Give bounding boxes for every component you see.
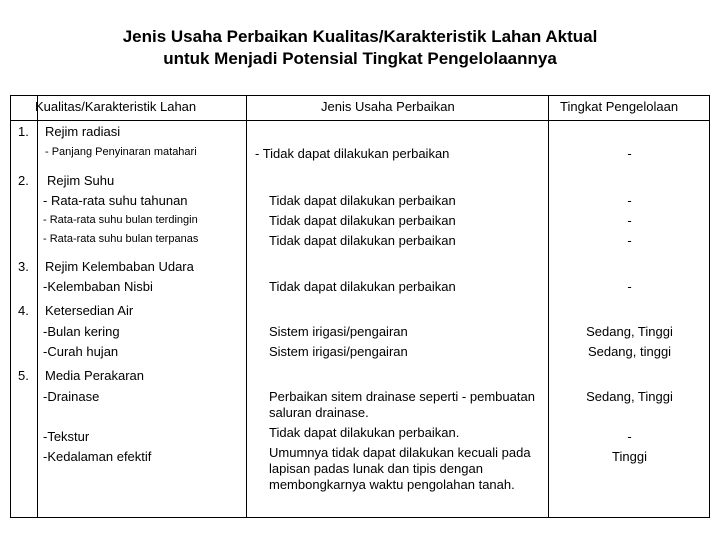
s2-r3-level: - xyxy=(627,233,632,248)
s2-r3-label: - Rata-rata suhu bulan terpanas xyxy=(43,233,199,245)
section-1-number: 1. xyxy=(18,124,29,139)
section-3-title: Rejim Kelembaban Udara xyxy=(45,259,194,274)
page-title xyxy=(0,26,720,70)
column-divider-number xyxy=(37,95,38,518)
s4-r2-action: Sistem irigasi/pengairan xyxy=(269,344,408,359)
s4-r2-level: Sedang, tinggi xyxy=(587,344,672,359)
s5-r2-action: Tidak dapat dilakukan perbaikan. xyxy=(269,425,460,440)
section-2-number: 2. xyxy=(18,173,29,188)
s2-r2-action: Tidak dapat dilakukan perbaikan xyxy=(269,213,456,228)
s5-r2-label: -Tekstur xyxy=(43,429,90,444)
s4-r1-label: -Bulan kering xyxy=(43,324,120,339)
s5-r3-label: -Kedalaman efektif xyxy=(43,449,152,464)
s2-r1-level: - xyxy=(627,193,632,208)
column-divider-1 xyxy=(246,95,247,518)
section-4-number: 4. xyxy=(18,303,29,318)
s1-r1-action: - Tidak dapat dilakukan perbaikan xyxy=(255,146,450,161)
s5-r2-level: - xyxy=(627,429,632,444)
s5-r3-action: Umumnya tidak dapat dilakukan kecuali pada lapisan padas lunak dan tipis dengan membongkarnya waktu pengolahan tanah. xyxy=(269,445,531,492)
s5-r1-level: Sedang, Tinggi xyxy=(586,389,673,404)
section-1-title: Rejim radiasi xyxy=(45,124,121,139)
s4-r2-label: -Curah hujan xyxy=(43,344,119,359)
section-3-number: 3. xyxy=(18,259,29,274)
s2-r2-label: - Rata-rata suhu bulan terdingin xyxy=(43,214,198,226)
s5-r1-label: -Drainase xyxy=(43,389,100,404)
header-action: Jenis Usaha Perbaikan xyxy=(321,99,455,114)
s4-r1-level: Sedang, Tinggi xyxy=(586,324,673,339)
s3-r1-level: - xyxy=(627,279,632,294)
s3-r1-action: Tidak dapat dilakukan perbaikan xyxy=(269,279,456,294)
s2-r3-action: Tidak dapat dilakukan perbaikan xyxy=(269,233,456,248)
s3-r1-label: -Kelembaban Nisbi xyxy=(43,279,153,294)
s2-r1-label: - Rata-rata suhu tahunan xyxy=(43,193,188,208)
header-divider xyxy=(10,120,710,121)
section-5-title: Media Perakaran xyxy=(45,368,144,383)
s4-r1-action: Sistem irigasi/pengairan xyxy=(269,324,408,339)
title-line-2: untuk Menjadi Potensial Tingkat Pengelolaannya xyxy=(163,49,557,68)
section-2-title: Rejim Suhu xyxy=(47,173,115,188)
s1-r1-label: - Panjang Penyinaran matahari xyxy=(45,146,197,158)
header-quality: Kualitas/Karakteristik Lahan xyxy=(35,99,197,114)
section-5-number: 5. xyxy=(18,368,29,383)
header-level: Tingkat Pengelolaan xyxy=(560,99,679,114)
s5-r1-action: Perbaikan sitem drainase seperti - pembuatan saluran drainase. xyxy=(269,389,535,420)
s2-r1-action: Tidak dapat dilakukan perbaikan xyxy=(269,193,456,208)
s2-r2-level: - xyxy=(627,213,632,228)
title-line-1: Jenis Usaha Perbaikan Kualitas/Karakteristik Lahan Aktual xyxy=(122,27,598,46)
section-4-title: Ketersedian Air xyxy=(45,303,134,318)
s1-r1-level: - xyxy=(627,146,632,161)
s5-r3-level: Tinggi xyxy=(612,449,647,464)
